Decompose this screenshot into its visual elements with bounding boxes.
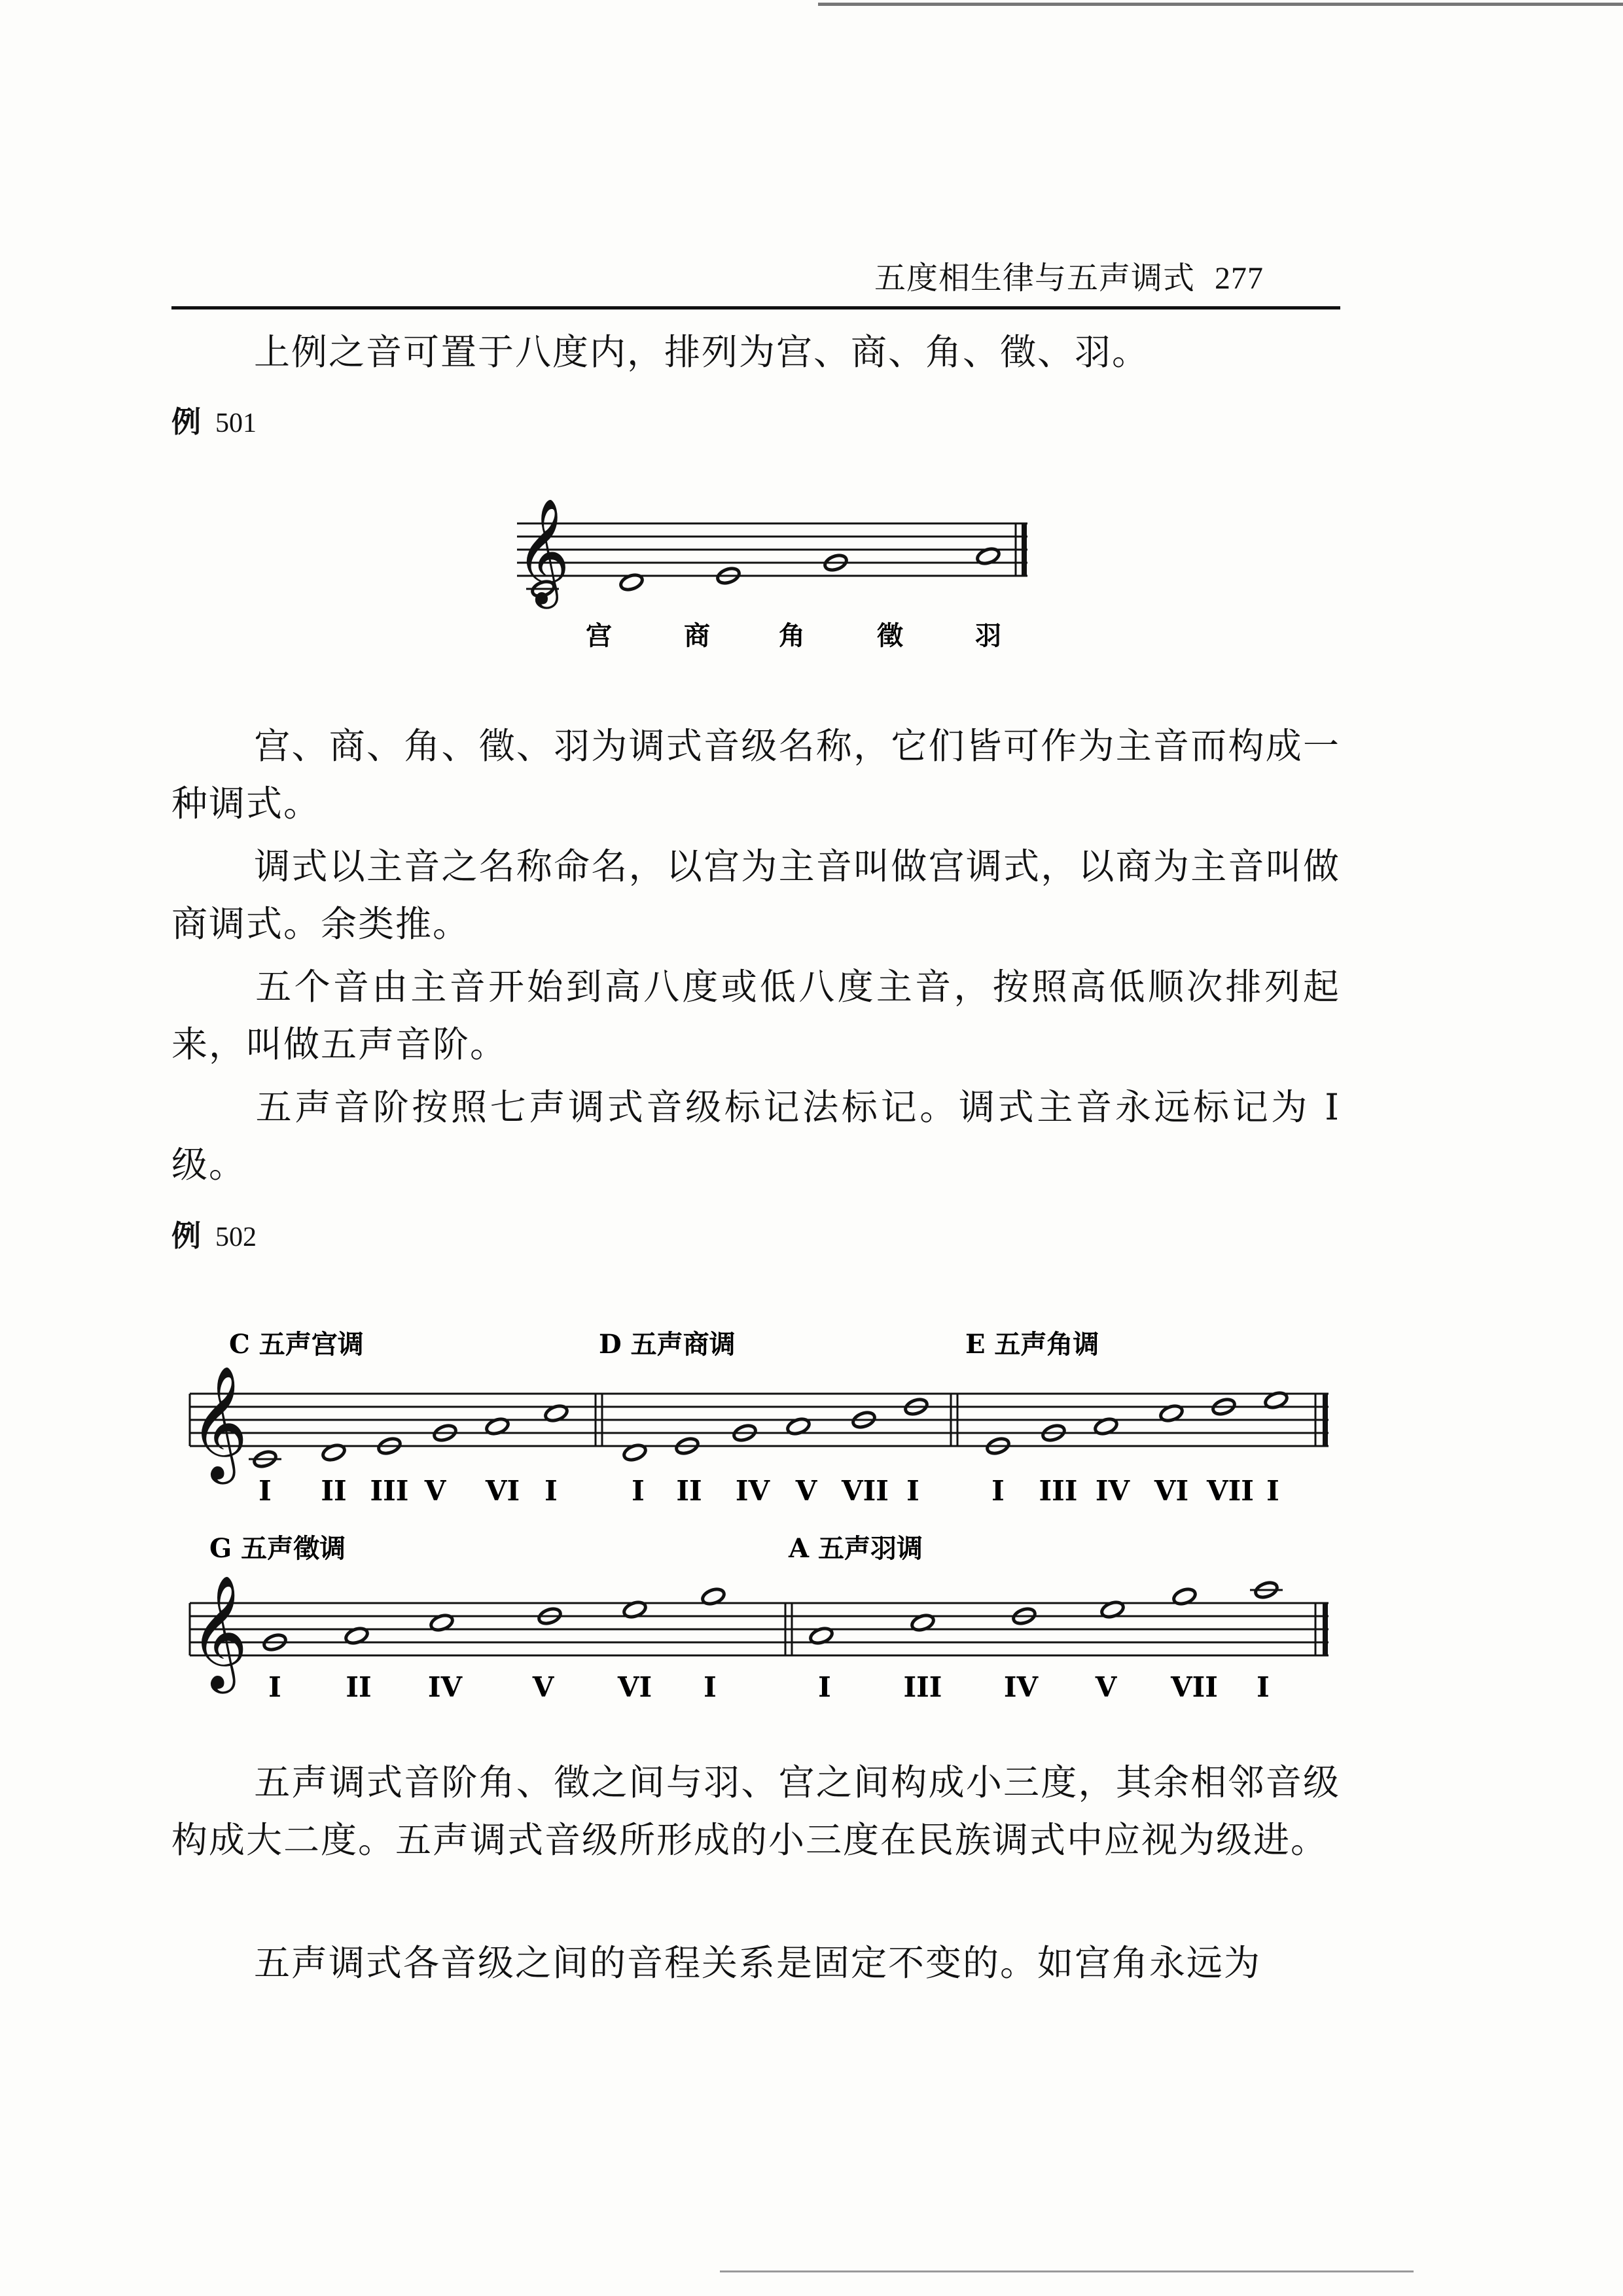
treble-clef-icon: 𝄞	[190, 1366, 248, 1479]
degree-label: II	[346, 1671, 372, 1703]
degree-label: IV	[735, 1475, 770, 1507]
note-label: 徵	[877, 620, 903, 651]
example-number: 502	[215, 1222, 257, 1252]
scale-title: C 五声宫调	[229, 1329, 364, 1360]
example-502-notes-1	[253, 1390, 1289, 1469]
degree-label: VI	[1154, 1475, 1189, 1507]
degree-label: I	[991, 1475, 1005, 1507]
example-word: 例	[171, 1218, 202, 1253]
running-header	[874, 253, 1264, 298]
scale-title: E 五声角调	[965, 1329, 1099, 1360]
bottom-scan-rule	[720, 2270, 1414, 2272]
paragraph-7-text: 五声调式各音级之间的音程关系是固定不变的。如宫角永远为	[254, 1942, 1262, 1984]
note-label: 宫	[586, 620, 612, 651]
degree-label: VI	[485, 1475, 520, 1507]
degree-label: III	[370, 1475, 409, 1507]
example-number: 501	[215, 408, 257, 438]
degree-label: II	[676, 1475, 702, 1507]
degree-label: II	[321, 1475, 347, 1507]
treble-clef-icon: 𝄞	[516, 498, 570, 605]
paragraph-4-text: 五个音由主音开始到高八度或低八度主音，按照高低顺次排列起来，叫做五声音阶。	[171, 966, 1340, 1065]
paragraph-3	[171, 838, 1340, 953]
note-label: 角	[779, 620, 805, 651]
example-501-notes	[531, 546, 1001, 599]
degree-label: IV	[1003, 1671, 1039, 1703]
scale-title: A 五声羽调	[789, 1533, 923, 1564]
paragraph-6-text: 五声调式音阶角、徵之间与羽、宫之间构成小三度，其余相邻音级构成大二度。五声调式音级所形成的小三度在民族调式中应视为级进。	[171, 1761, 1340, 1861]
paragraph-2-text: 宫、商、角、徵、羽为调式音级名称，它们皆可作为主音而构成一种调式。	[171, 725, 1340, 824]
example-word: 例	[171, 404, 202, 439]
degree-label: I	[1266, 1475, 1279, 1507]
degree-label: VII	[1171, 1671, 1218, 1703]
degree-label: I	[704, 1671, 717, 1703]
degree-label: VII	[842, 1475, 889, 1507]
degree-label: I	[259, 1475, 272, 1507]
degree-label: III	[903, 1671, 942, 1703]
chapter-title: 五度相生律与五声调式	[874, 260, 1196, 296]
degree-label: I	[818, 1671, 831, 1703]
paragraph-6	[171, 1754, 1340, 1869]
paragraph-5	[171, 1078, 1340, 1193]
example-501-staff	[504, 484, 1041, 667]
degree-label: I	[544, 1475, 558, 1507]
degree-label: V	[1095, 1671, 1117, 1703]
example-502-system-1	[177, 1315, 1348, 1511]
paragraph-2	[171, 717, 1340, 832]
degree-label: IV	[427, 1671, 463, 1703]
page-number: 277	[1215, 261, 1264, 296]
paragraph-4	[171, 958, 1340, 1073]
paragraph-1	[171, 323, 1340, 381]
example-501-label	[171, 398, 257, 440]
example-502-label	[171, 1212, 257, 1254]
degree-label: IV	[1095, 1475, 1130, 1507]
degree-label: I	[632, 1475, 645, 1507]
degree-label: I	[268, 1671, 281, 1703]
degree-label: VI	[617, 1671, 652, 1703]
treble-clef-icon: 𝄞	[190, 1575, 248, 1689]
degree-label: V	[424, 1475, 446, 1507]
paragraph-5-text: 五声音阶按照七声调式音级标记法标记。调式主音永远标记为 Ⅰ级。	[171, 1086, 1340, 1186]
header-rule	[171, 306, 1340, 309]
top-edge-rule	[818, 3, 1623, 6]
degree-label: V	[795, 1475, 817, 1507]
degree-label: I	[1257, 1671, 1270, 1703]
degree-label: VII	[1207, 1475, 1254, 1507]
degree-label: V	[532, 1671, 554, 1703]
degree-label: III	[1039, 1475, 1078, 1507]
scale-title: D 五声商调	[599, 1329, 736, 1360]
paragraph-7	[171, 1934, 1340, 1992]
paragraph-1-text: 上例之音可置于八度内，排列为宫、商、角、徵、羽。	[254, 331, 1150, 373]
paragraph-3-text: 调式以主音之名称命名，以宫为主音叫做宫调式，以商为主音叫做商调式。余类推。	[171, 845, 1340, 945]
example-502-system-2	[177, 1525, 1348, 1708]
scale-title: G 五声徵调	[209, 1533, 346, 1564]
note-label: 羽	[975, 620, 1001, 651]
degree-label: I	[906, 1475, 919, 1507]
note-label: 商	[684, 620, 710, 651]
